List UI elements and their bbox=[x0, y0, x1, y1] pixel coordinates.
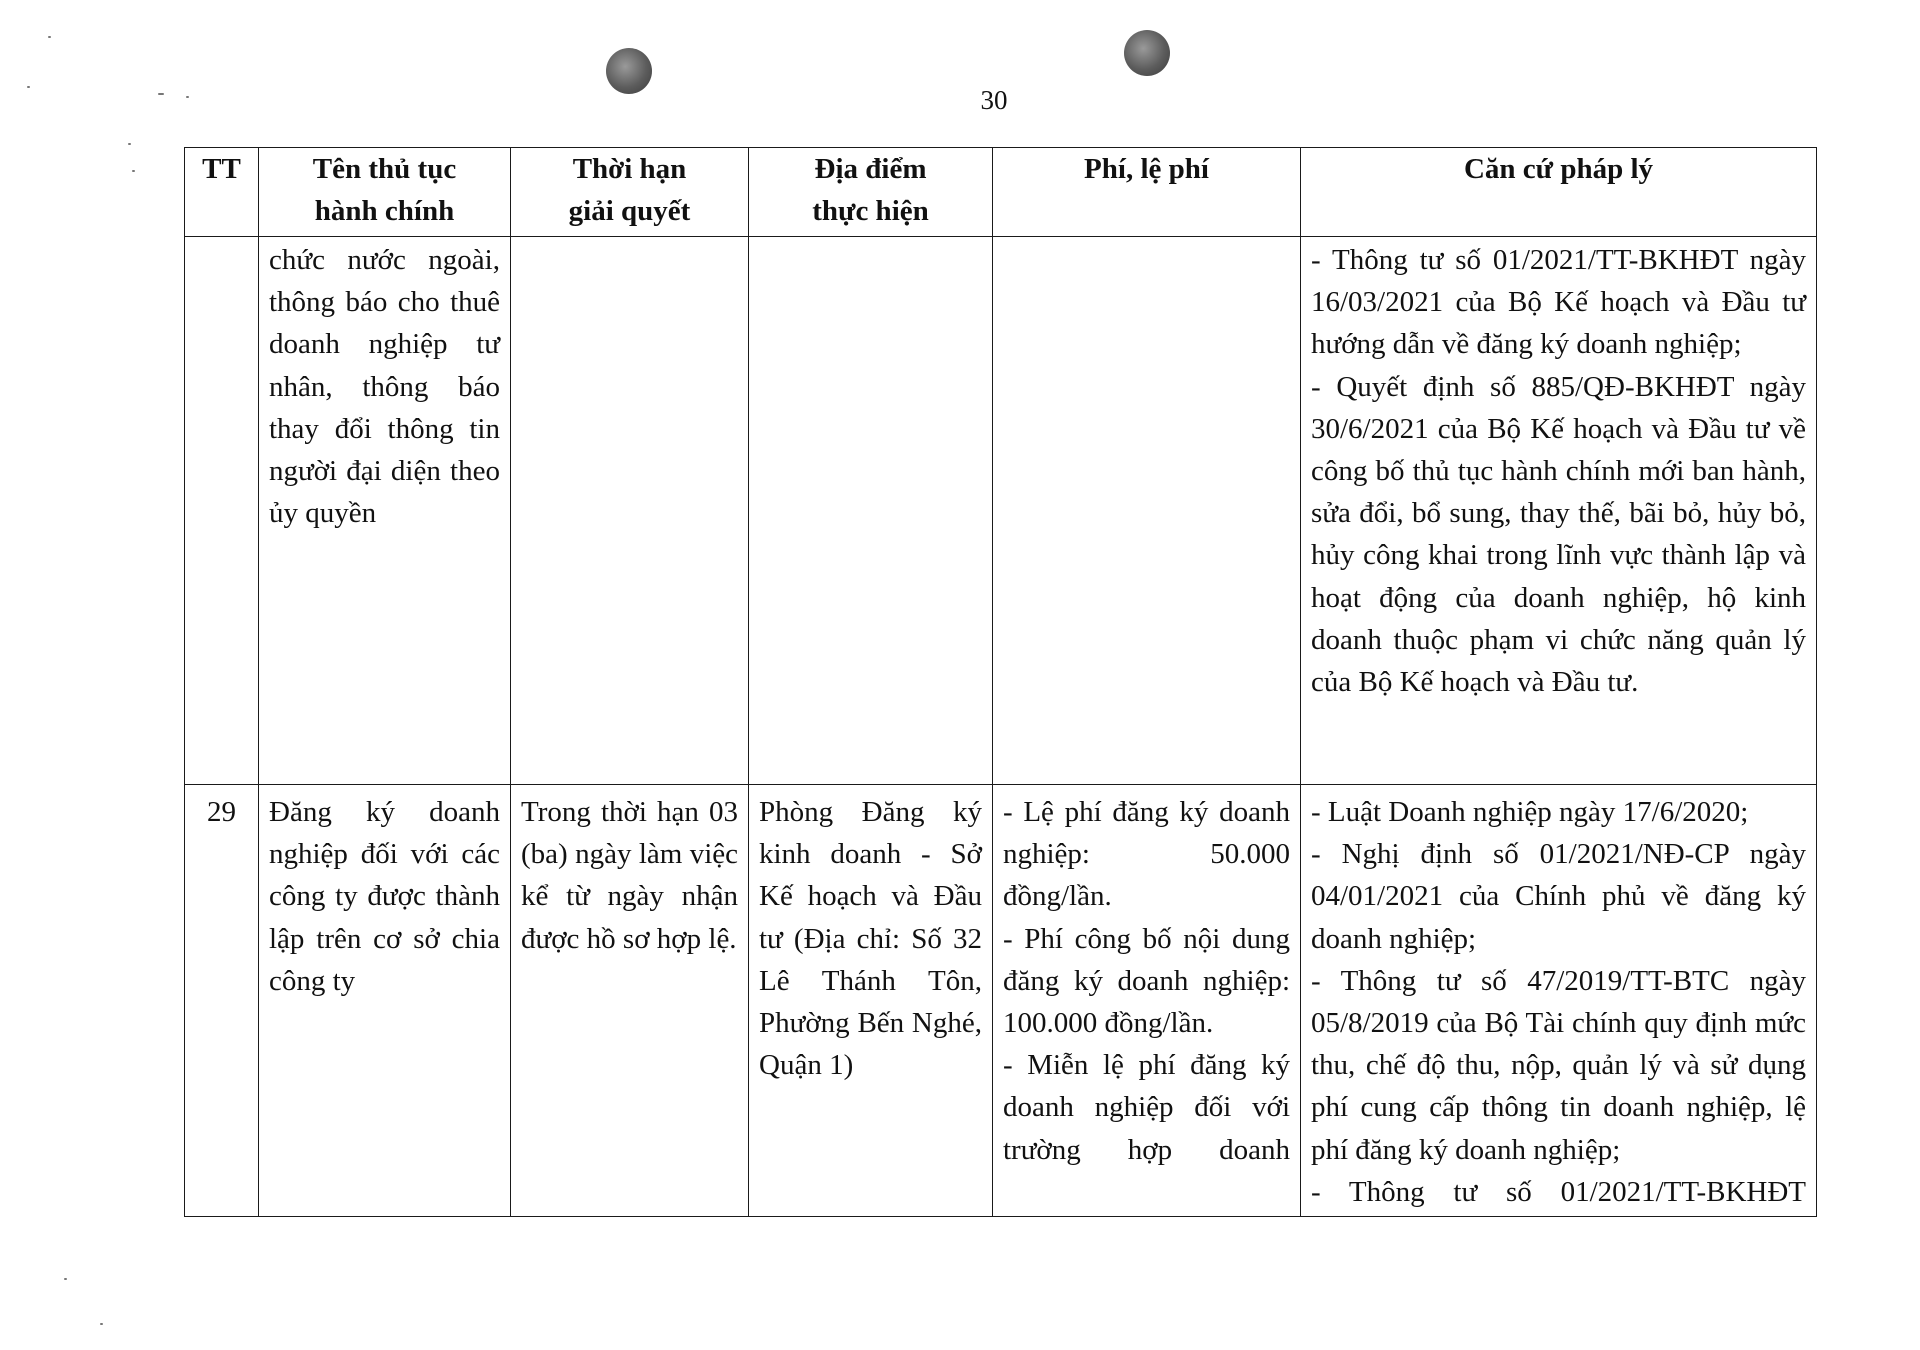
cell-processing-time: Trong thời hạn 03 (ba) ngày làm việc kể từ ngày nhận được hồ sơ hợp lệ. bbox=[511, 785, 749, 1217]
fee-item: - Lệ phí đăng ký doanh nghiệp: 50.000 đồng/lần. bbox=[1003, 796, 1290, 913]
header-time-line2: giải quyết bbox=[568, 195, 691, 227]
scan-speck bbox=[128, 143, 131, 145]
header-location bbox=[749, 148, 993, 237]
cell-processing-time bbox=[511, 237, 749, 785]
fee-item: - Miễn lệ phí đăng ký doanh nghiệp đối với trường hợp doanh bbox=[1003, 1049, 1290, 1166]
header-tt: TT bbox=[185, 148, 259, 237]
cell-fee bbox=[993, 785, 1301, 1217]
table-row bbox=[185, 785, 1817, 1217]
legal-item: - Nghị định số 01/2021/NĐ-CP ngày 04/01/2021 của Chính phủ về đăng ký doanh nghiệp; bbox=[1311, 838, 1806, 955]
table-row bbox=[185, 237, 1817, 785]
header-procedure-line2: hành chính bbox=[314, 195, 455, 227]
cell-location: Phòng Đăng ký kinh doanh - Sở Kế hoạch và Đầu tư (Địa chỉ: Số 32 Lê Thánh Tôn, Phường Bến Nghé, Quận 1) bbox=[749, 785, 993, 1217]
legal-item: - Thông tư số 01/2021/TT-BKHĐT ngày 16/03/2021 của Bộ Kế hoạch và Đầu tư hướng dẫn về đăng ký doanh nghiệp; bbox=[1311, 244, 1806, 361]
cell-procedure-name: chức nước ngoài, thông báo cho thuê doanh nghiệp tư nhân, thông báo thay đổi thông tin người đại diện theo ủy quyền bbox=[259, 237, 511, 785]
legal-item: - Quyết định số 885/QĐ-BKHĐT ngày 30/6/2021 của Bộ Kế hoạch và Đầu tư về công bố thủ tục hành chính mới ban hành, sửa đổi, bổ sung, thay thế, bãi bỏ, hủy bỏ, hủy công khai trong lĩnh vực thành lập và hoạt động của doanh nghiệp, hộ kinh doanh thuộc phạm vi chức năng quản lý của Bộ Kế hoạch và Đầu tư. bbox=[1311, 370, 1806, 699]
cell-legal-basis bbox=[1301, 785, 1817, 1217]
cell-procedure-name: Đăng ký doanh nghiệp đối với các công ty được thành lập trên cơ sở chia công ty bbox=[259, 785, 511, 1217]
header-time-line1: Thời hạn bbox=[572, 153, 687, 185]
header-location-line2: thực hiện bbox=[812, 195, 929, 227]
scan-speck bbox=[64, 1278, 67, 1280]
scan-speck bbox=[100, 1323, 103, 1325]
header-fee: Phí, lệ phí bbox=[993, 148, 1301, 237]
procedure-table bbox=[184, 147, 1817, 1217]
cell-tt bbox=[185, 237, 259, 785]
header-location-line1: Địa điểm bbox=[814, 153, 927, 185]
table-header-row bbox=[185, 148, 1817, 237]
scan-speck bbox=[132, 170, 135, 172]
legal-item: - Thông tư số 01/2021/TT-BKHĐT bbox=[1311, 1175, 1806, 1208]
cell-fee bbox=[993, 237, 1301, 785]
header-processing-time bbox=[511, 148, 749, 237]
page-number: 30 bbox=[980, 85, 1008, 115]
cell-location bbox=[749, 237, 993, 785]
legal-item: - Thông tư số 47/2019/TT-BTC ngày 05/8/2019 của Bộ Tài chính quy định mức thu, chế độ thu, nộp, quản lý và sử dụng phí cung cấp thông tin doanh nghiệp, lệ phí đăng ký doanh nghiệp; bbox=[1311, 964, 1806, 1166]
cell-tt: 29 bbox=[185, 785, 259, 1217]
header-legal-basis: Căn cứ pháp lý bbox=[1301, 148, 1817, 237]
header-procedure-name bbox=[259, 148, 511, 237]
fee-item: - Phí công bố nội dung đăng ký doanh nghiệp: 100.000 đồng/lần. bbox=[1003, 922, 1290, 1040]
punch-hole-right bbox=[1124, 30, 1170, 76]
scan-speck bbox=[48, 36, 51, 38]
legal-item: - Luật Doanh nghiệp ngày 17/6/2020; bbox=[1311, 796, 1749, 828]
cell-legal-basis bbox=[1301, 237, 1817, 785]
header-procedure-line1: Tên thủ tục bbox=[312, 153, 457, 185]
